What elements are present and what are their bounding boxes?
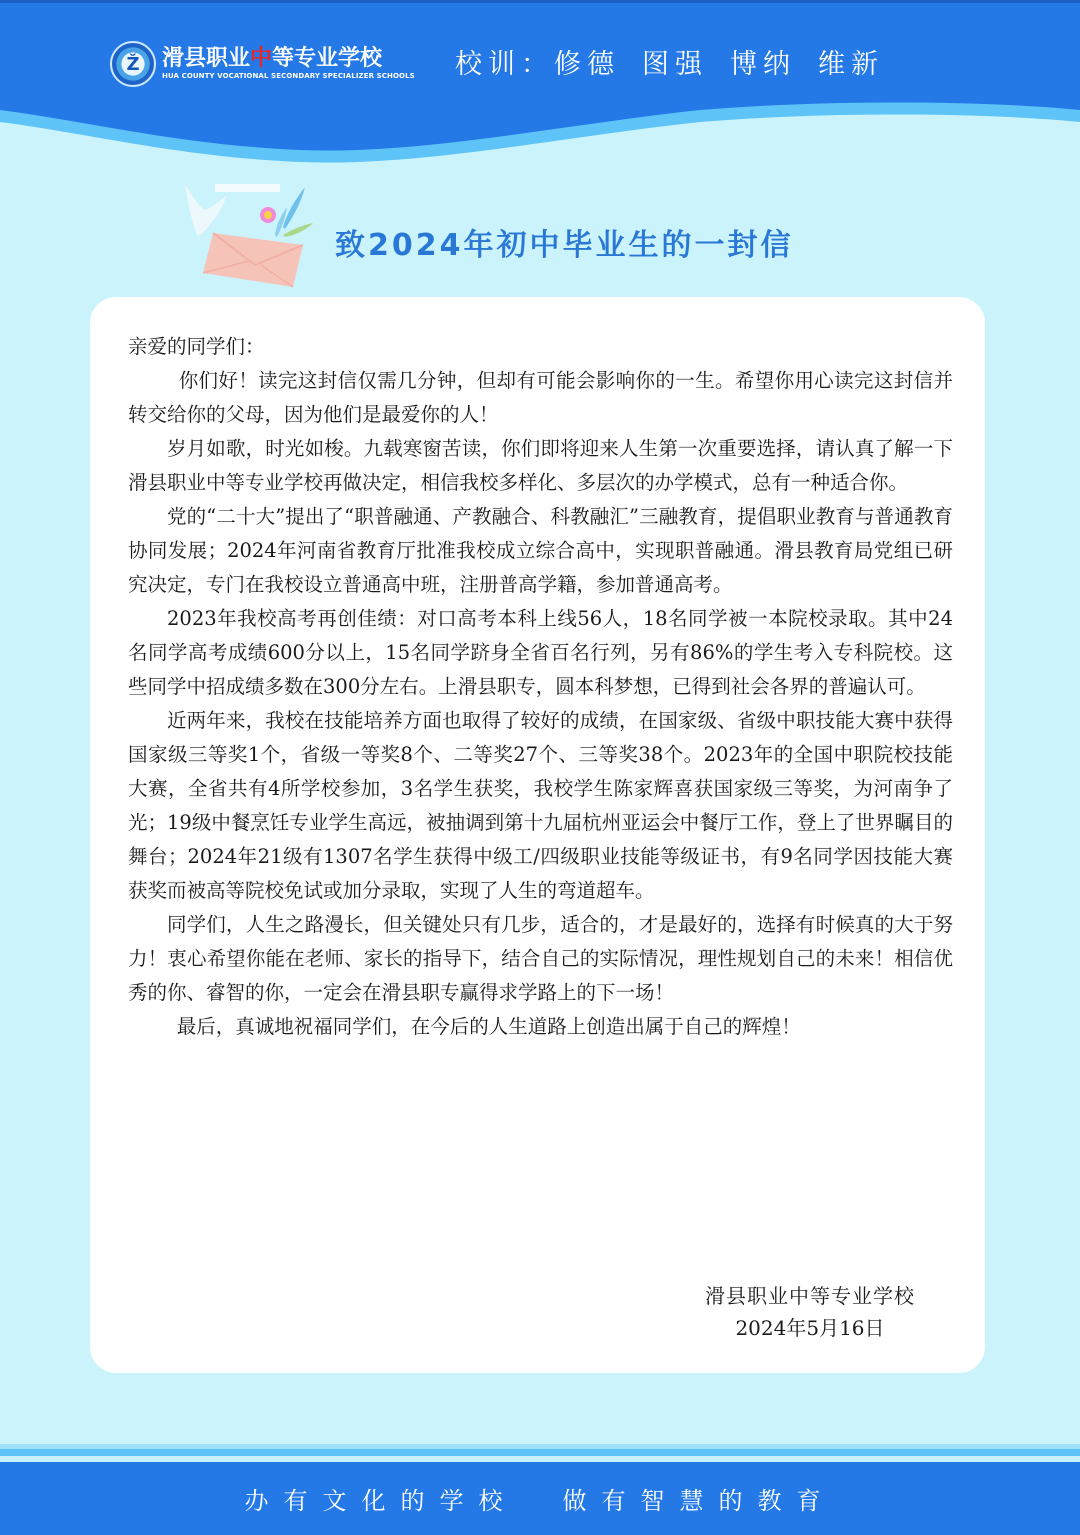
letter-title-area <box>175 165 895 290</box>
page-footer <box>0 1462 1080 1535</box>
signature-date: 2024年5月16日 <box>735 1316 885 1340</box>
school-name-block <box>162 47 415 81</box>
letter-title: 致2024年初中毕业生的一封信 <box>335 228 794 263</box>
school-name-cn <box>162 47 415 71</box>
letter-paragraph: 2023年我校高考再创佳绩：对口高考本科上线56人，18名同学被一本院校录取。其中24名同学高考成绩600分以上，15名同学跻身全省百名行列，另有86%的学生考入专科院校。这些同学中招成绩多数在300分左右。上滑县职专，圆本科梦想，已得到社会各界的普遍认可。 <box>128 607 953 698</box>
page-header <box>0 0 1080 170</box>
letter-paragraph: 同学们，人生之路漫长，但关键处只有几步，适合的，才是最好的，选择有时候真的大于努力！衷心希望你能在老师、家长的指导下，结合自己的实际情况，理性规划自己的未来！相信优秀的你、睿智的你，一定会在滑县职专赢得求学路上的下一场！ <box>128 913 953 1004</box>
footer-slogan-right: 做有智慧的教育 <box>562 1487 836 1515</box>
motto-word: 图强 <box>642 49 708 80</box>
school-logo <box>110 40 415 88</box>
footer-slogan-left: 办有文化的学校 <box>244 1487 518 1515</box>
letter-paragraph: 近两年来，我校在技能培养方面也取得了较好的成绩，在国家级、省级中职技能大赛中获得国家级三等奖1个，省级一等奖8个、二等奖27个、三等奖38个。2023年的全国中职院校技能大赛，全省共有4所学校参加，3名学生获奖，我校学生陈家辉喜获国家级三等奖，为河南争了光；19级中餐烹饪专业学生高远，被抽调到第十九届杭州亚运会中餐厅工作，登上了世界瞩目的舞台；2024年21级有1307名学生获得中级工/四级职业技能等级证书，有9名同学因技能大赛获奖而被高等院校免试或加分录取，实现了人生的弯道超车。 <box>128 709 953 902</box>
letter-body <box>128 330 953 1044</box>
letter-greeting: 亲爱的同学们： <box>128 335 265 358</box>
letter-paragraph: 你们好！读完这封信仅需几分钟，但却有可能会影响你的一生。希望你用心读完这封信并转交给你的父母，因为他们是最爱你的人！ <box>128 369 953 426</box>
motto-label: 校训： <box>455 49 554 80</box>
signature-organization: 滑县职业中等专业学校 <box>705 1284 915 1308</box>
school-name-part1: 滑县职业 <box>162 46 251 71</box>
envelope-icon <box>175 165 325 290</box>
school-motto <box>455 42 884 81</box>
motto-word: 博纳 <box>730 49 796 80</box>
school-name-part2: 等专业学校 <box>272 46 383 71</box>
school-emblem-icon: Ž <box>110 41 156 87</box>
letter-closing: 最后，真诚地祝福同学们，在今后的人生道路上创造出属于自己的辉煌！ <box>176 1015 801 1038</box>
footer-divider-stripe <box>0 1449 1080 1456</box>
letter-paragraph: 党的“二十大”提出了“职普融通、产教融合、科教融汇”三融教育，提倡职业教育与普通教育协同发展；2024年河南省教育厅批准我校成立综合高中，实现职普融通。滑县教育局党组已研究决定，专门在我校设立普通高中班，注册普高学籍，参加普通高考。 <box>128 505 953 596</box>
motto-word: 修德 <box>554 49 620 80</box>
motto-word: 维新 <box>818 49 884 80</box>
letter-signature <box>690 1280 930 1344</box>
letter-paragraph: 岁月如歌，时光如梭。九载寒窗苦读，你们即将迎来人生第一次重要选择，请认真了解一下滑县职业中等专业学校再做决定，相信我校多样化、多层次的办学模式，总有一种适合你。 <box>128 437 953 494</box>
school-name-highlight: 中 <box>250 46 273 71</box>
school-name-en: HUA COUNTY VOCATIONAL SECONDARY SPECIALIZER SCHOOLS <box>162 72 415 80</box>
